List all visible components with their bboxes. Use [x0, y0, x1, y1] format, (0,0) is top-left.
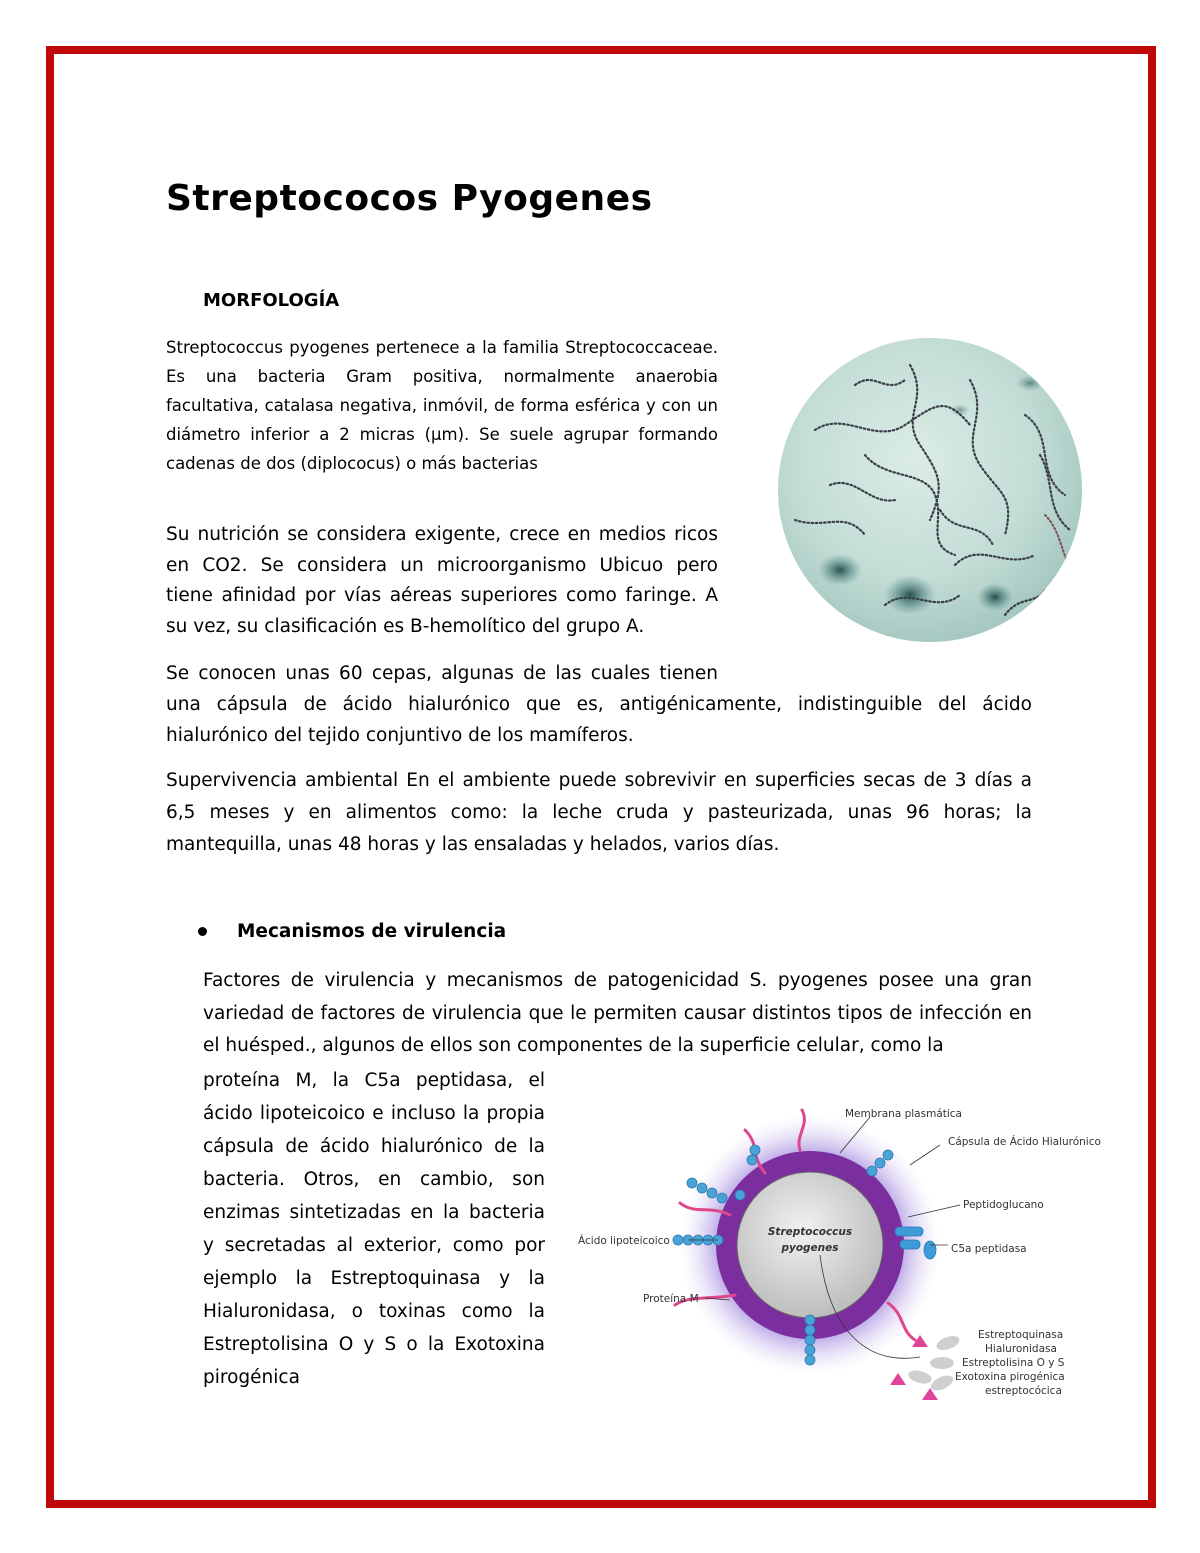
virulencia-heading-text: Mecanismos de virulencia: [237, 921, 507, 942]
secreted-ellipses: [907, 1333, 961, 1393]
label-capsula: Cápsula de Ácido Hialurónico: [948, 1136, 1101, 1148]
paragraph-cepas-rest: una cápsula de ácido hialurónico que es, antigénicamente, indistinguible del ácido hialurónico del tejido conjuntivo de los mamíferos.: [166, 694, 1032, 746]
label-peptidoglucano: Peptidoglucano: [963, 1199, 1044, 1211]
secreted-triangles: [890, 1335, 938, 1400]
label-estreptococica: estreptocócica: [985, 1385, 1062, 1397]
diagram-center-line1: Streptococcus: [767, 1226, 853, 1238]
label-c5a: C5a peptidasa: [951, 1243, 1027, 1255]
paragraph-cepas-line1: Se conocen unas 60 cepas, algunas de las cuales tienen: [166, 663, 718, 684]
bacteria-structure-diagram: [570, 1095, 1110, 1425]
paragraph-virulencia-2: proteína M, la C5a peptidasa, el ácido lipoteicoico e incluso la propia cápsula de ácido hialurónico de la bacteria. Otros, en cambio, son enzimas sintetizadas en la bacteria y secretadas al exterior, como por ejemplo la Estreptoquinasa y la Hialuronidasa, o toxinas como la Estreptolisina O y S o la Exotoxina pirogénica: [203, 1070, 545, 1388]
paragraph-nutricion: Su nutrición se considera exigente, crece en medios ricos en CO2. Se considera un microorganismo Ubicuo pero tiene afinidad por vías aéreas superiores como faringe. A su vez, su clasificación es B-hemolítico del grupo A.: [166, 524, 718, 637]
paragraph-morfologia-1: Streptococcus pyogenes pertenece a la familia Streptococcaceae. Es una bacteria Gram positiva, normalmente anaerobia facultativa, catalasa negativa, inmóvil, de forma esférica y con un diámetro inferior a 2 micras (µm). Se suele agrupar formando cadenas de dos (diplococus) o más bacterias: [166, 338, 718, 473]
label-hialuronidasa: Hialuronidasa: [985, 1343, 1057, 1355]
paragraph-virulencia-1: Factores de virulencia y mecanismos de patogenicidad S. pyogenes posee una gran variedad de factores de virulencia que le permiten causar distintos tipos de infección en el huésped., algunos de ellos son componentes de la superficie celular, como la: [203, 970, 1032, 1056]
label-proteina-m: Proteína M: [643, 1293, 699, 1305]
label-exotoxina: Exotoxina pirogénica: [955, 1371, 1065, 1383]
section-heading-morfologia: MORFOLOGÍA: [203, 290, 340, 311]
label-lipoteicoico: Ácido lipoteicoico: [578, 1235, 670, 1247]
page-title: Streptococos Pyogenes: [166, 178, 653, 219]
micrograph-image: [735, 305, 1105, 675]
diagram-center-line2: pyogenes: [781, 1242, 839, 1254]
paragraph-supervivencia: Supervivencia ambiental En el ambiente puede sobrevivir en superficies secas de 3 días a 6,5 meses y en alimentos como: la leche cruda y pasteurizada, unas 96 horas; la mantequilla, unas 48 horas y las ensaladas y helados, varios días.: [166, 770, 1032, 855]
section-heading-virulencia: [198, 921, 506, 942]
label-membrana: Membrana plasmática: [845, 1108, 962, 1120]
bullet-icon: [198, 927, 207, 936]
label-estreptoquinasa: Estreptoquinasa: [978, 1329, 1064, 1341]
label-estreptolisina: Estreptolisina O y S: [962, 1357, 1065, 1369]
